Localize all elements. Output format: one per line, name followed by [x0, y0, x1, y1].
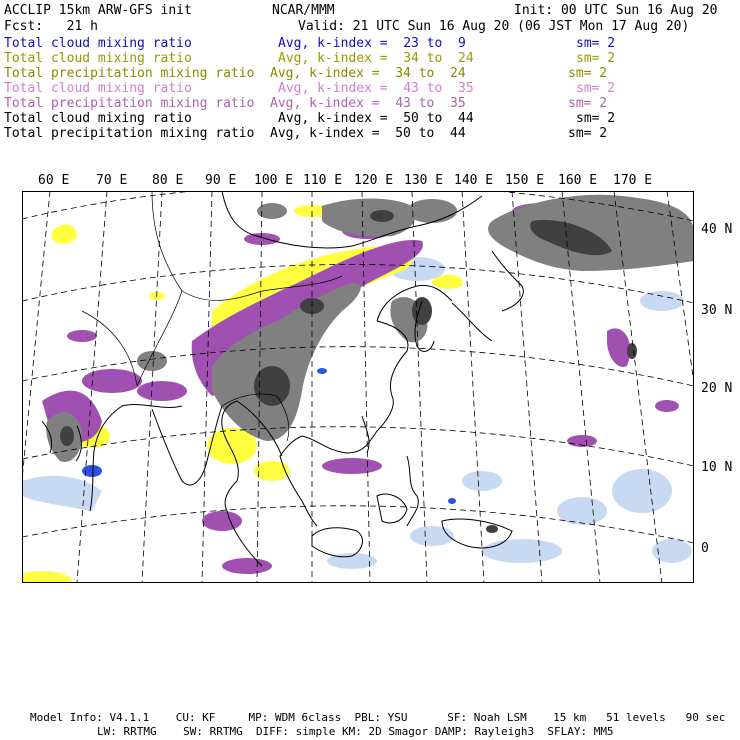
forecast-hour: Fcst: 21 h	[4, 19, 98, 34]
legend-field-2: Total cloud mixing ratio	[4, 51, 192, 66]
lat-label: 20 N	[701, 381, 733, 396]
legend-field-7: Total precipitation mixing ratio	[4, 126, 255, 141]
legend-avg-2: Avg, k-index = 34 to 24	[278, 51, 474, 66]
lon-label: 100 E	[254, 173, 294, 188]
legend-sm-3: sm= 2	[568, 66, 608, 81]
lat-label: 0	[701, 541, 709, 556]
lat-label: 40 N	[701, 222, 733, 237]
lon-label: 120 E	[354, 173, 394, 188]
model-info-line2: LW: RRTMG SW: RRTMG DIFF: simple KM: 2D Smagor DAMP: Rayleigh3 SFLAY: MM5	[97, 725, 614, 738]
lon-label: 150 E	[505, 173, 545, 188]
valid-time: Valid: 21 UTC Sun 16 Aug 20 (06 JST Mon 17 Aug 20)	[298, 19, 690, 34]
lon-label: 160 E	[558, 173, 598, 188]
legend-field-1: Total cloud mixing ratio	[4, 36, 192, 51]
init-time: Init: 00 UTC Sun 16 Aug 20	[514, 3, 718, 18]
legend-sm-7: sm= 2	[568, 126, 608, 141]
model-info-line1: Model Info: V4.1.1 CU: KF MP: WDM 6class PBL: YSU SF: Noah LSM 15 km 51 levels 90 sec	[30, 711, 726, 724]
legend-sm-4: sm= 2	[576, 81, 616, 96]
lon-label: 90 E	[205, 173, 237, 188]
map-panel	[22, 191, 694, 583]
legend-sm-1: sm= 2	[576, 36, 616, 51]
legend-field-4: Total cloud mixing ratio	[4, 81, 192, 96]
lat-label: 10 N	[701, 460, 733, 475]
lon-label: 170 E	[613, 173, 653, 188]
legend-avg-1: Avg, k-index = 23 to 9	[278, 36, 466, 51]
lon-label: 110 E	[303, 173, 343, 188]
legend-avg-3: Avg, k-index = 34 to 24	[270, 66, 466, 81]
legend-field-3: Total precipitation mixing ratio	[4, 66, 255, 81]
legend-avg-6: Avg, k-index = 50 to 44	[278, 111, 474, 126]
lon-label: 60 E	[38, 173, 70, 188]
lon-label: 80 E	[152, 173, 184, 188]
model-title: ACCLIP 15km ARW-GFS init	[4, 3, 192, 18]
center-label: NCAR/MMM	[272, 3, 335, 18]
legend-sm-2: sm= 2	[576, 51, 616, 66]
legend-avg-4: Avg, k-index = 43 to 35	[278, 81, 474, 96]
lon-label: 130 E	[404, 173, 444, 188]
legend-sm-6: sm= 2	[576, 111, 616, 126]
lon-label: 140 E	[454, 173, 494, 188]
legend-sm-5: sm= 2	[568, 96, 608, 111]
legend-avg-7: Avg, k-index = 50 to 44	[270, 126, 466, 141]
legend-avg-5: Avg, k-index = 43 to 35	[270, 96, 466, 111]
lon-label: 70 E	[96, 173, 128, 188]
lat-label: 30 N	[701, 303, 733, 318]
legend-field-6: Total cloud mixing ratio	[4, 111, 192, 126]
legend-field-5: Total precipitation mixing ratio	[4, 96, 255, 111]
